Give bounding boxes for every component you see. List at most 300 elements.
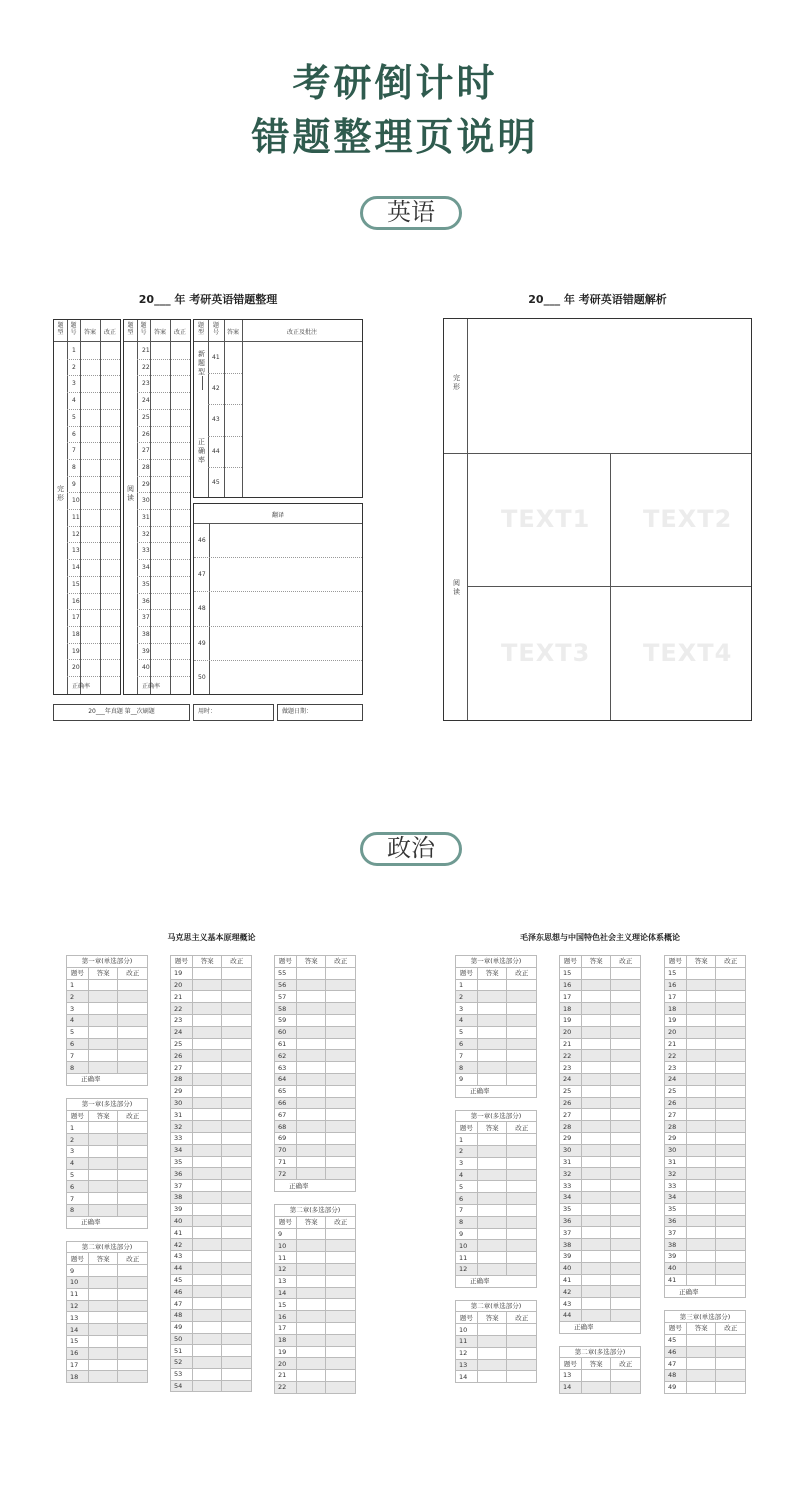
answer-cell[interactable]: [296, 1228, 326, 1240]
answer-cell[interactable]: [477, 991, 507, 1003]
fix-cell[interactable]: [222, 1097, 252, 1109]
answer-cell[interactable]: [581, 1168, 611, 1180]
answer-cell[interactable]: [581, 1274, 611, 1286]
fix-cell[interactable]: [716, 1346, 746, 1358]
answer-cell[interactable]: [477, 1169, 507, 1181]
fix-cell[interactable]: [611, 1309, 641, 1321]
fix-cell[interactable]: [611, 991, 641, 1003]
answer-cell[interactable]: [477, 979, 507, 991]
fix-cell[interactable]: [326, 1358, 356, 1370]
fix-cell[interactable]: [326, 1144, 356, 1156]
answer-cell[interactable]: [88, 1312, 118, 1324]
answer-cell[interactable]: [88, 1014, 118, 1026]
fix-cell[interactable]: [326, 1287, 356, 1299]
answer-cell[interactable]: [581, 1014, 611, 1026]
answer-cell[interactable]: [192, 1144, 222, 1156]
answer-cell[interactable]: [477, 1181, 507, 1193]
answer-cell[interactable]: [296, 1263, 326, 1275]
fix-cell[interactable]: [507, 1145, 537, 1157]
fix-cell[interactable]: [326, 1097, 356, 1109]
answer-cell[interactable]: [686, 1370, 716, 1382]
answer-cell[interactable]: [192, 1014, 222, 1026]
answer-cell[interactable]: [192, 1239, 222, 1251]
answer-cell[interactable]: [477, 1026, 507, 1038]
answer-cell[interactable]: [296, 1038, 326, 1050]
answer-cell[interactable]: [477, 1193, 507, 1205]
fix-cell[interactable]: [222, 1333, 252, 1345]
fix-cell[interactable]: [716, 1026, 746, 1038]
fix-cell[interactable]: [118, 1204, 148, 1216]
fix-cell[interactable]: [222, 979, 252, 991]
fix-cell[interactable]: [716, 1062, 746, 1074]
fix-cell[interactable]: [611, 1203, 641, 1215]
answer-cell[interactable]: [686, 1358, 716, 1370]
fix-cell[interactable]: [222, 1321, 252, 1333]
fix-cell[interactable]: [222, 1191, 252, 1203]
answer-cell[interactable]: [686, 1215, 716, 1227]
fix-cell[interactable]: [507, 1240, 537, 1252]
fix-cell[interactable]: [118, 1276, 148, 1288]
fix-cell[interactable]: [611, 1003, 641, 1015]
fix-cell[interactable]: [716, 1132, 746, 1144]
answer-cell[interactable]: [581, 1250, 611, 1262]
fix-cell[interactable]: [222, 1132, 252, 1144]
fix-cell[interactable]: [118, 1265, 148, 1277]
fix-cell[interactable]: [507, 1014, 537, 1026]
fix-cell[interactable]: [118, 1169, 148, 1181]
answer-cell[interactable]: [192, 1298, 222, 1310]
fix-cell[interactable]: [222, 1227, 252, 1239]
answer-cell[interactable]: [88, 1347, 118, 1359]
fix-cell[interactable]: [326, 1168, 356, 1180]
fix-cell[interactable]: [118, 1193, 148, 1205]
fix-cell[interactable]: [611, 1085, 641, 1097]
fix-cell[interactable]: [507, 1335, 537, 1347]
fix-cell[interactable]: [716, 1014, 746, 1026]
answer-cell[interactable]: [192, 1380, 222, 1392]
fix-cell[interactable]: [326, 1240, 356, 1252]
fix-cell[interactable]: [611, 1250, 641, 1262]
fix-cell[interactable]: [326, 1334, 356, 1346]
fix-cell[interactable]: [716, 1073, 746, 1085]
fix-cell[interactable]: [716, 1203, 746, 1215]
answer-cell[interactable]: [88, 1038, 118, 1050]
answer-cell[interactable]: [192, 979, 222, 991]
answer-cell[interactable]: [686, 1156, 716, 1168]
fix-cell[interactable]: [222, 967, 252, 979]
fix-cell[interactable]: [222, 1250, 252, 1262]
fix-cell[interactable]: [326, 1381, 356, 1393]
answer-cell[interactable]: [581, 1381, 611, 1393]
fix-cell[interactable]: [611, 1298, 641, 1310]
fix-cell[interactable]: [118, 1026, 148, 1038]
fix-cell[interactable]: [611, 1097, 641, 1109]
fix-cell[interactable]: [118, 1050, 148, 1062]
fix-cell[interactable]: [507, 1216, 537, 1228]
fix-cell[interactable]: [222, 1380, 252, 1392]
answer-cell[interactable]: [581, 1370, 611, 1382]
fix-cell[interactable]: [716, 1334, 746, 1346]
answer-cell[interactable]: [581, 979, 611, 991]
answer-cell[interactable]: [477, 1240, 507, 1252]
fix-cell[interactable]: [716, 1168, 746, 1180]
fix-cell[interactable]: [118, 1038, 148, 1050]
fix-cell[interactable]: [716, 1144, 746, 1156]
answer-cell[interactable]: [477, 1038, 507, 1050]
answer-cell[interactable]: [686, 1274, 716, 1286]
answer-cell[interactable]: [581, 1298, 611, 1310]
fix-cell[interactable]: [611, 1038, 641, 1050]
answer-cell[interactable]: [296, 1168, 326, 1180]
answer-cell[interactable]: [296, 1144, 326, 1156]
fix-cell[interactable]: [326, 1062, 356, 1074]
answer-cell[interactable]: [296, 1240, 326, 1252]
fix-cell[interactable]: [611, 1121, 641, 1133]
fix-cell[interactable]: [222, 1262, 252, 1274]
answer-cell[interactable]: [686, 1038, 716, 1050]
answer-cell[interactable]: [477, 1145, 507, 1157]
fix-cell[interactable]: [611, 1370, 641, 1382]
fix-cell[interactable]: [118, 1062, 148, 1074]
answer-cell[interactable]: [686, 1026, 716, 1038]
answer-cell[interactable]: [686, 1003, 716, 1015]
fix-cell[interactable]: [118, 1371, 148, 1383]
answer-cell[interactable]: [686, 1073, 716, 1085]
fix-cell[interactable]: [716, 1156, 746, 1168]
answer-cell[interactable]: [686, 1144, 716, 1156]
answer-cell[interactable]: [581, 1132, 611, 1144]
answer-cell[interactable]: [581, 1215, 611, 1227]
fix-cell[interactable]: [118, 1288, 148, 1300]
answer-cell[interactable]: [192, 1038, 222, 1050]
fix-cell[interactable]: [716, 979, 746, 991]
answer-cell[interactable]: [192, 1050, 222, 1062]
fix-cell[interactable]: [507, 1347, 537, 1359]
answer-cell[interactable]: [296, 1085, 326, 1097]
fix-cell[interactable]: [611, 1026, 641, 1038]
answer-cell[interactable]: [581, 1038, 611, 1050]
fix-cell[interactable]: [507, 1359, 537, 1371]
answer-cell[interactable]: [88, 1359, 118, 1371]
fix-cell[interactable]: [611, 1381, 641, 1393]
fix-cell[interactable]: [611, 1286, 641, 1298]
fix-cell[interactable]: [222, 1274, 252, 1286]
fix-cell[interactable]: [326, 1050, 356, 1062]
answer-cell[interactable]: [88, 1145, 118, 1157]
answer-cell[interactable]: [192, 991, 222, 1003]
fix-cell[interactable]: [716, 1239, 746, 1251]
fix-cell[interactable]: [326, 1275, 356, 1287]
answer-cell[interactable]: [192, 1227, 222, 1239]
answer-cell[interactable]: [192, 1003, 222, 1015]
fix-cell[interactable]: [611, 1215, 641, 1227]
answer-cell[interactable]: [192, 1262, 222, 1274]
fix-cell[interactable]: [326, 979, 356, 991]
fix-cell[interactable]: [716, 1262, 746, 1274]
fix-cell[interactable]: [326, 1121, 356, 1133]
answer-cell[interactable]: [192, 1156, 222, 1168]
answer-cell[interactable]: [581, 1144, 611, 1156]
fix-cell[interactable]: [611, 1180, 641, 1192]
answer-cell[interactable]: [581, 1191, 611, 1203]
answer-cell[interactable]: [477, 1062, 507, 1074]
answer-cell[interactable]: [88, 1288, 118, 1300]
exam-round-field[interactable]: 20___年真题 第__次刷题: [53, 704, 190, 721]
fix-cell[interactable]: [326, 1299, 356, 1311]
fix-cell[interactable]: [507, 1157, 537, 1169]
fix-cell[interactable]: [507, 1003, 537, 1015]
fix-cell[interactable]: [507, 979, 537, 991]
answer-cell[interactable]: [296, 967, 326, 979]
fix-cell[interactable]: [716, 1180, 746, 1192]
answer-cell[interactable]: [192, 1026, 222, 1038]
answer-cell[interactable]: [296, 1050, 326, 1062]
answer-cell[interactable]: [686, 1014, 716, 1026]
answer-cell[interactable]: [686, 1121, 716, 1133]
fix-cell[interactable]: [222, 1309, 252, 1321]
fix-cell[interactable]: [507, 1252, 537, 1264]
answer-cell[interactable]: [686, 967, 716, 979]
answer-cell[interactable]: [296, 1097, 326, 1109]
fix-cell[interactable]: [716, 1097, 746, 1109]
fix-cell[interactable]: [222, 1109, 252, 1121]
answer-cell[interactable]: [581, 1180, 611, 1192]
fix-cell[interactable]: [326, 1038, 356, 1050]
answer-cell[interactable]: [686, 1062, 716, 1074]
answer-cell[interactable]: [581, 1309, 611, 1321]
fix-cell[interactable]: [118, 1335, 148, 1347]
answer-cell[interactable]: [192, 1333, 222, 1345]
fix-cell[interactable]: [611, 1274, 641, 1286]
answer-cell[interactable]: [581, 991, 611, 1003]
answer-cell[interactable]: [296, 1370, 326, 1382]
fix-cell[interactable]: [326, 1322, 356, 1334]
answer-cell[interactable]: [581, 1109, 611, 1121]
fix-cell[interactable]: [716, 1121, 746, 1133]
fix-cell[interactable]: [326, 1073, 356, 1085]
answer-cell[interactable]: [581, 1003, 611, 1015]
answer-cell[interactable]: [88, 1204, 118, 1216]
answer-cell[interactable]: [88, 1181, 118, 1193]
answer-cell[interactable]: [192, 1191, 222, 1203]
answer-cell[interactable]: [192, 1132, 222, 1144]
answer-cell[interactable]: [686, 1180, 716, 1192]
fix-cell[interactable]: [507, 1204, 537, 1216]
answer-cell[interactable]: [192, 1309, 222, 1321]
fix-cell[interactable]: [326, 1263, 356, 1275]
answer-cell[interactable]: [686, 1191, 716, 1203]
fix-cell[interactable]: [222, 1239, 252, 1251]
answer-cell[interactable]: [296, 1287, 326, 1299]
answer-cell[interactable]: [192, 1321, 222, 1333]
answer-cell[interactable]: [477, 1014, 507, 1026]
answer-cell[interactable]: [477, 1252, 507, 1264]
answer-cell[interactable]: [477, 1228, 507, 1240]
time-used-field[interactable]: 用时：: [193, 704, 274, 721]
fix-cell[interactable]: [222, 1203, 252, 1215]
fix-cell[interactable]: [326, 991, 356, 1003]
fix-cell[interactable]: [716, 1250, 746, 1262]
answer-cell[interactable]: [88, 1050, 118, 1062]
answer-cell[interactable]: [477, 1157, 507, 1169]
fix-cell[interactable]: [326, 1132, 356, 1144]
fix-cell[interactable]: [507, 1026, 537, 1038]
answer-cell[interactable]: [581, 1156, 611, 1168]
answer-cell[interactable]: [477, 1003, 507, 1015]
answer-cell[interactable]: [296, 1073, 326, 1085]
fix-cell[interactable]: [611, 1050, 641, 1062]
answer-cell[interactable]: [192, 1085, 222, 1097]
answer-cell[interactable]: [296, 1014, 326, 1026]
answer-cell[interactable]: [581, 1262, 611, 1274]
fix-cell[interactable]: [326, 1252, 356, 1264]
fix-cell[interactable]: [507, 1228, 537, 1240]
answer-cell[interactable]: [686, 1097, 716, 1109]
answer-cell[interactable]: [686, 1346, 716, 1358]
fix-cell[interactable]: [716, 1370, 746, 1382]
answer-cell[interactable]: [88, 1169, 118, 1181]
answer-cell[interactable]: [192, 1073, 222, 1085]
fix-cell[interactable]: [326, 1370, 356, 1382]
fix-cell[interactable]: [326, 1085, 356, 1097]
answer-cell[interactable]: [296, 1311, 326, 1323]
answer-cell[interactable]: [477, 1324, 507, 1336]
fix-cell[interactable]: [222, 1050, 252, 1062]
fix-cell[interactable]: [222, 1085, 252, 1097]
answer-cell[interactable]: [88, 1026, 118, 1038]
fix-cell[interactable]: [222, 1156, 252, 1168]
answer-cell[interactable]: [686, 979, 716, 991]
fix-cell[interactable]: [716, 991, 746, 1003]
fix-cell[interactable]: [326, 1311, 356, 1323]
answer-cell[interactable]: [192, 1215, 222, 1227]
answer-cell[interactable]: [88, 1003, 118, 1015]
answer-cell[interactable]: [88, 1265, 118, 1277]
fix-cell[interactable]: [118, 1347, 148, 1359]
fix-cell[interactable]: [326, 1003, 356, 1015]
answer-cell[interactable]: [686, 1168, 716, 1180]
fix-cell[interactable]: [222, 1073, 252, 1085]
answer-cell[interactable]: [192, 1168, 222, 1180]
fix-cell[interactable]: [611, 1239, 641, 1251]
fix-cell[interactable]: [507, 991, 537, 1003]
fix-cell[interactable]: [716, 1381, 746, 1393]
answer-cell[interactable]: [581, 1286, 611, 1298]
answer-cell[interactable]: [686, 1227, 716, 1239]
fix-cell[interactable]: [507, 1181, 537, 1193]
answer-cell[interactable]: [88, 1122, 118, 1134]
answer-cell[interactable]: [296, 1109, 326, 1121]
answer-cell[interactable]: [88, 1276, 118, 1288]
fix-cell[interactable]: [716, 1085, 746, 1097]
answer-cell[interactable]: [192, 1250, 222, 1262]
fix-cell[interactable]: [716, 1038, 746, 1050]
answer-cell[interactable]: [296, 1062, 326, 1074]
fix-cell[interactable]: [716, 1003, 746, 1015]
answer-cell[interactable]: [192, 1097, 222, 1109]
answer-cell[interactable]: [296, 1132, 326, 1144]
fix-cell[interactable]: [326, 1228, 356, 1240]
fix-cell[interactable]: [118, 1157, 148, 1169]
answer-cell[interactable]: [296, 1358, 326, 1370]
fix-cell[interactable]: [118, 1359, 148, 1371]
answer-cell[interactable]: [477, 1204, 507, 1216]
fix-cell[interactable]: [118, 1122, 148, 1134]
fix-cell[interactable]: [222, 1368, 252, 1380]
date-field[interactable]: 做题日期：: [277, 704, 363, 721]
answer-cell[interactable]: [296, 1156, 326, 1168]
answer-cell[interactable]: [477, 1359, 507, 1371]
fix-cell[interactable]: [611, 1168, 641, 1180]
answer-cell[interactable]: [296, 991, 326, 1003]
answer-cell[interactable]: [581, 1239, 611, 1251]
fix-cell[interactable]: [611, 1191, 641, 1203]
fix-cell[interactable]: [222, 1286, 252, 1298]
fix-cell[interactable]: [611, 1014, 641, 1026]
answer-cell[interactable]: [477, 1073, 507, 1085]
fix-cell[interactable]: [222, 1003, 252, 1015]
answer-cell[interactable]: [88, 1324, 118, 1336]
answer-cell[interactable]: [581, 1121, 611, 1133]
answer-cell[interactable]: [686, 1381, 716, 1393]
fix-cell[interactable]: [716, 1191, 746, 1203]
answer-cell[interactable]: [686, 1109, 716, 1121]
answer-cell[interactable]: [686, 1085, 716, 1097]
answer-cell[interactable]: [296, 1299, 326, 1311]
answer-cell[interactable]: [296, 1322, 326, 1334]
answer-cell[interactable]: [88, 1062, 118, 1074]
fix-cell[interactable]: [222, 991, 252, 1003]
fix-cell[interactable]: [611, 1227, 641, 1239]
fix-cell[interactable]: [611, 1062, 641, 1074]
answer-cell[interactable]: [296, 1252, 326, 1264]
answer-cell[interactable]: [581, 1062, 611, 1074]
fix-cell[interactable]: [118, 979, 148, 991]
fix-cell[interactable]: [118, 1312, 148, 1324]
answer-cell[interactable]: [477, 1216, 507, 1228]
fix-cell[interactable]: [326, 967, 356, 979]
fix-cell[interactable]: [222, 1215, 252, 1227]
fix-cell[interactable]: [507, 1062, 537, 1074]
fix-cell[interactable]: [222, 1026, 252, 1038]
answer-cell[interactable]: [192, 1203, 222, 1215]
answer-cell[interactable]: [88, 1134, 118, 1146]
answer-cell[interactable]: [477, 1134, 507, 1146]
answer-cell[interactable]: [581, 1073, 611, 1085]
answer-cell[interactable]: [686, 1334, 716, 1346]
fix-cell[interactable]: [118, 1014, 148, 1026]
fix-cell[interactable]: [611, 1109, 641, 1121]
answer-cell[interactable]: [192, 1345, 222, 1357]
fix-cell[interactable]: [611, 1262, 641, 1274]
answer-cell[interactable]: [192, 1121, 222, 1133]
fix-cell[interactable]: [611, 967, 641, 979]
fix-cell[interactable]: [222, 1062, 252, 1074]
fix-cell[interactable]: [118, 1300, 148, 1312]
answer-cell[interactable]: [88, 1300, 118, 1312]
fix-cell[interactable]: [118, 1181, 148, 1193]
answer-cell[interactable]: [88, 1335, 118, 1347]
fix-cell[interactable]: [118, 1324, 148, 1336]
answer-cell[interactable]: [296, 1381, 326, 1393]
fix-cell[interactable]: [222, 1357, 252, 1369]
answer-cell[interactable]: [686, 991, 716, 1003]
fix-cell[interactable]: [222, 1298, 252, 1310]
answer-cell[interactable]: [581, 1026, 611, 1038]
fix-cell[interactable]: [716, 967, 746, 979]
answer-cell[interactable]: [686, 1239, 716, 1251]
fix-cell[interactable]: [611, 1156, 641, 1168]
